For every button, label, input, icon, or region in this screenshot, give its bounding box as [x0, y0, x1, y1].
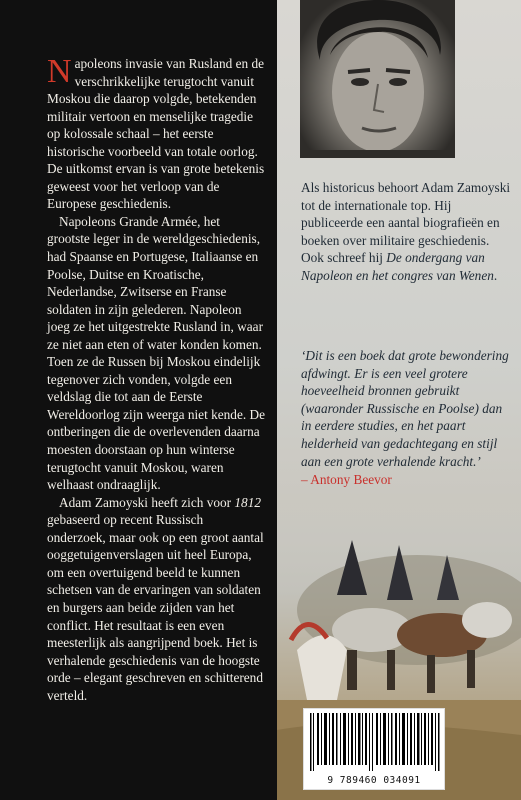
author-bio-post: . [493, 267, 498, 283]
drop-cap: N [47, 53, 72, 90]
author-portrait-image [300, 0, 455, 158]
author-panel [277, 0, 521, 800]
author-bio [301, 179, 513, 285]
barcode-bars [308, 713, 440, 771]
isbn-barcode [303, 708, 445, 790]
blurb-paragraph-3-post: gebaseerd op recent Russisch onderzoek, maar ook op een groot aantal ooggetuigenverslagen uit heel Europa, om een overtuigend beeld te kunnen schetsen van de ervaringen van soldaten en burgers aan beide zijden van het conflict. Het resultaat is een even meesterlijk als aangrijpend boek. Het is verhalende geschiedenis van de hoogste orde – elegant geschreven en schitterend verteld. [47, 512, 264, 703]
blurb-paragraph-2: Napoleons Grande Armée, het grootste leger in de wereldgeschiedenis, had Spaanse en Portugese, Italiaanse en Poolse, Duitse en Kroatische, Nederlandse, Zwitserse en Franse soldaten in zijn gelederen. Napoleon joeg ze het uitgestrekte Rusland in, waar ze niet aan eten of water konden komen. Toen ze de Russen bij Moskou eindelijk tegenover zich vonden, volgde een veldslag die tot aan de Eerste Wereldoorlog zijn weerga niet kende. De ontberingen die de overlevenden daarna moesten doorstaan op hun winterse terugtocht vanuit Moskou, waren welhaast ondraaglijk. [47, 213, 265, 493]
author-photo [300, 0, 455, 158]
blurb-paragraph-3-pre: Adam Zamoyski heeft zich voor [59, 494, 235, 510]
other-book-title: De ondergang van Napoleon en het congres van Wenen [301, 250, 494, 283]
blurb-paragraph-1 [47, 55, 265, 213]
review-quote-author: – Antony Beevor [301, 472, 392, 487]
blurb [47, 55, 265, 704]
book-title-1812: 1812 [234, 494, 261, 510]
isbn-digits: 9 789460 034091 [327, 775, 421, 786]
author-bio-text [301, 179, 513, 285]
blurb-paragraph-1-text: apoleons invasie van Rusland en de verschrikkelijke terugtocht vanuit Moskou die daarop volgde, betekenden militair vertoon en menselijke tragedie op kolossale schaal – het eerste historische voorbeeld van totale oorlog. De uitkomst ervan is van grote betekenis geweest voor het verloop van de Europese geschiedenis. [47, 56, 265, 212]
blurb-paragraph-3 [47, 494, 265, 705]
author-bio-pre: Als historicus behoort Adam Zamoyski tot de internationale top. Hij publiceerde een aantal biografieën en boeken over militaire geschiedenis. Ook schreef hij [301, 180, 511, 266]
review-quote: ‘Dit is een boek dat grote bewondering afdwingt. Er is een veel grotere hoeveelheid bronnen gebruikt (waaronder Russische en Poolse) dan in eerdere studies, en het paart helderheid van gedachtegang en stijl aan een grote verhalende kracht.’ [301, 348, 509, 469]
